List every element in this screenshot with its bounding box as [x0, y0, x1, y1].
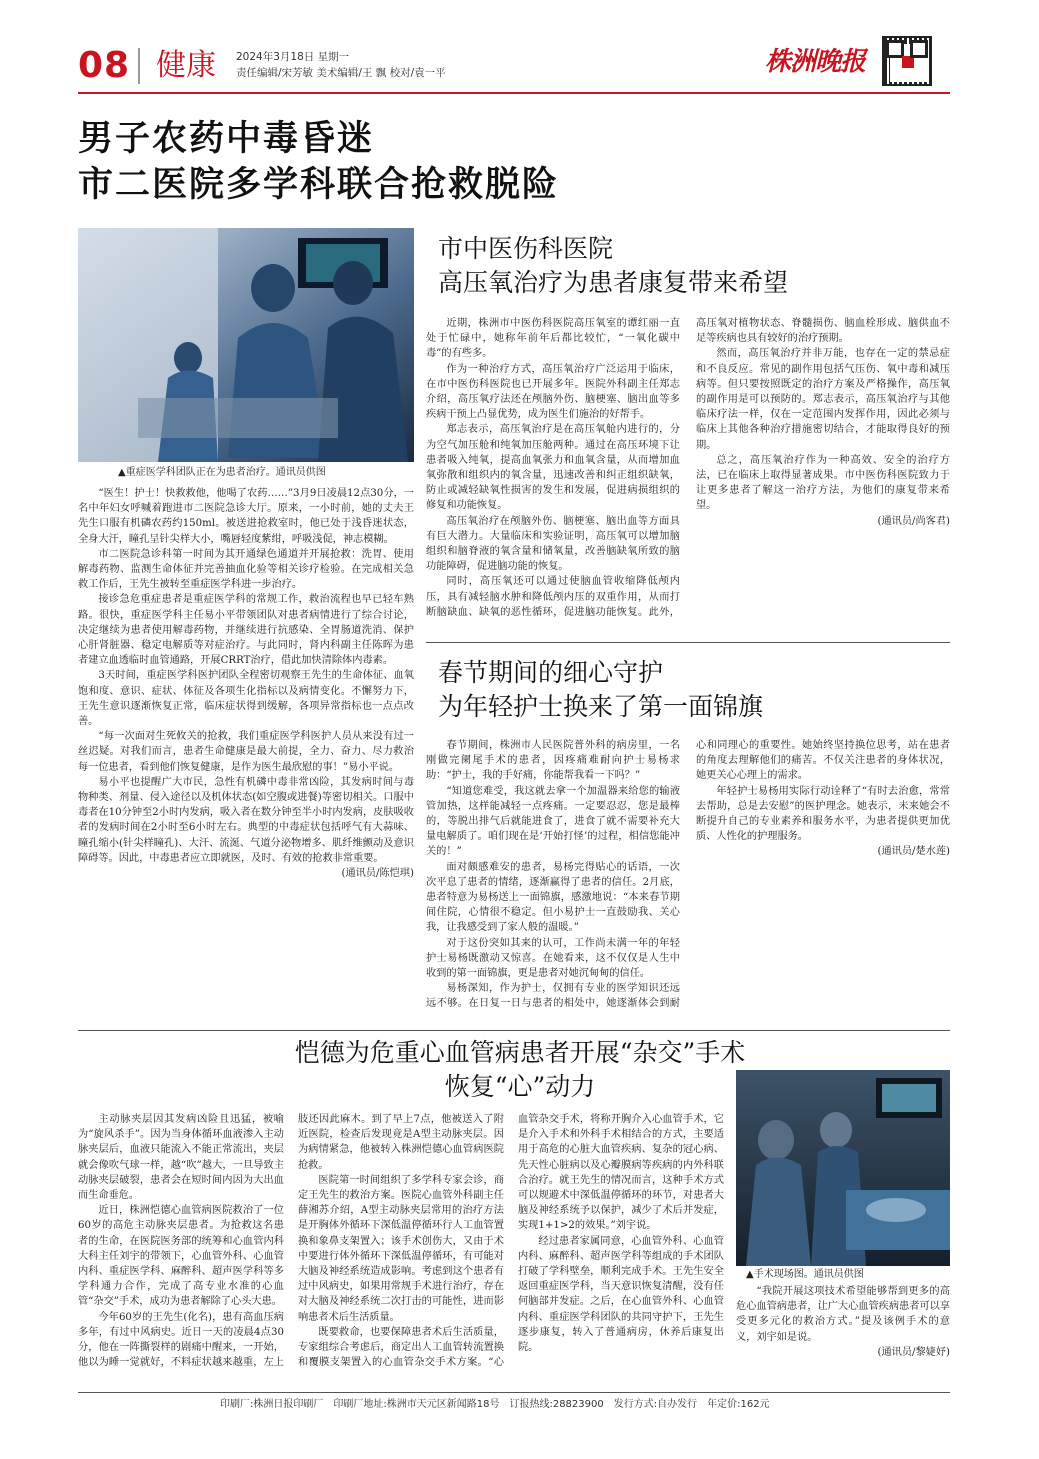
article2-paragraph: 高压氧治疗在颅脑外伤、脑梗塞、脑出血等方面具有巨大潜力。大量临床和实验证明，高压氧可以增加脑组织和脑脊液的氧含量和储氧量，改善脑缺氧所致的脑功能障碍，促进脑功能的恢复。	[426, 515, 680, 573]
article1-photo-caption: ▲重症医学科团队正在为患者治疗。通讯员供图	[118, 467, 326, 478]
article4-paragraph: 既要救命，也要保障患者术后生活质量，专家组综合考虑后，商定出人工血管转流置换和覆膜支架置入的心血管杂交手术方案。“心血管杂交手术，将称开胸介入心血管手术，它是介入手术和外科手术相结合的方式，主要适用于高危的心脏大血管疾病、复杂的冠心病、先天性心脏病以及心瓣膜病等疾病的内外科联合治疗。就王先生的情况而言，这种手术方式可以规避术中深低温停循环的环节，对患者大脑及神经系统予以保护，减少了术后并发症，实现1+1>2的效果。”刘宇说。	[298, 1114, 724, 1369]
article2-byline: (通讯员/尚客君)	[877, 515, 950, 527]
article1-paragraph: 3天时间，重症医学科医护团队全程密切观察王先生的生命体征、血氧饱和度、意识、症状、体征及各项生化指标以及病情变化。不懈努力下，王先生意识逐渐恢复正常，临床症状得到缓解，各项异常指标也一点点改善。	[78, 670, 414, 728]
article4-photo-caption: ▲手术现场图。通讯员供图	[746, 1269, 864, 1280]
article1-paragraph: 接诊急危重症患者是重症医学科的常规工作，救治流程也早已轻车熟路。很快，重症医学科主任易小平带领团队对患者病情进行了综合讨论，决定继续为患者使用解毒药物，并继续进行抗感染、全胃肠道洗消、保护心肝肾脏器、稳定电解质等对症治疗。与此同时，肾内科副主任陈晖为患者建立血透临时血管通路，开展CRRT治疗，借此加快清除体内毒素。	[78, 594, 414, 667]
article2-paragraph: 总之，高压氧治疗作为一种高效、安全的治疗方法，已在临床上取得显著成果。市中医伤科医院致力于让更多患者了解这一治疗方法，为他们的康复带来希望。	[696, 454, 950, 512]
issue-date: 2024年3月18日 星期一	[236, 51, 350, 63]
page-number: 08	[78, 45, 131, 86]
article3-title-line1: 春节期间的细心守护	[438, 658, 664, 687]
section-divider	[78, 1030, 950, 1031]
article4-paragraph: 近日，株洲恺德心血管病医院救治了一位60岁的高危主动脉夹层患者。为抢救这名患者的生命，在医院医务部的统筹和心血管内科大科主任刘宇的带领下，心血管外科、心血管内科、重症医学科、麻醉科、超声医学科等多学科通力合作，完成了高专业水准的心血管“杂交”手术，成功为患者解除了心头大患。	[78, 1205, 284, 1308]
article2-body	[426, 316, 950, 634]
article3-paragraph: 面对颇感难安的患者，易杨完得贴心的话语，一次次平息了患者的情绪，逐渐赢得了患者的信任。2月底，患者特意为易杨送上一面锦旗，感激地说：“本来春节期间住院，心情很不稳定。但小易护士一直鼓励我、关心我，让我感受到了家人般的温暖。”	[426, 861, 680, 934]
article4-paragraph: 经过患者家属同意，心血管外科、心血管内科、麻醉科、超声医学科等组成的手术团队打破了学科壁垒，顺利完成手术。王先生安全返回重症医学科，当天意识恢复清醒，没有任何脑部并发症。之后，在心血管外科、心血管内科、重症医学科团队的共同守护下，王先生逐步康复，转入了普通病房，休养后康复出院。	[518, 1235, 724, 1354]
qr-code-icon	[882, 36, 932, 86]
article3-paragraph: 年轻护士易杨用实际行动诠释了“有时去治愈，常常去帮助，总是去安慰”的医护理念。她表示，未来她会不断提升自己的专业素养和服务水平，为患者提供更加优质、人性化的护理服务。	[696, 785, 950, 843]
article3-paragraph: 春节期间，株洲市人民医院普外科的病房里，一名刚做完阑尾手术的患者，因疼痛难耐向护士易杨求助：“护士，我的手好痛，你能帮我看一下吗？”	[426, 740, 680, 782]
article1-paragraph: “每一次面对生死攸关的抢救，我们重症医学科医护人员从来没有过一丝迟疑。对我们而言，患者生命健康是最大前提，全力、奋力、尽力救治每一位患者，看到他们恢复健康，是作为医生最欣慰的事！”易小平说。	[78, 731, 414, 773]
article4-body	[78, 1112, 724, 1384]
footer-rule	[78, 1392, 950, 1393]
article4-title-line1: 恺德为危重心血管病患者开展“杂交”手术	[294, 1038, 746, 1067]
article3-body	[426, 738, 950, 1020]
article2-paragraph: 作为一种治疗方式，高压氧治疗广泛运用于临床，在市中医伤科医院也已开展多年。医院外科副主任郑志介绍，高压氧疗法还在颅脑外伤、脑梗塞、脑出血等多疾病干预上凸显优势，成为医生们施治的好帮手。	[426, 363, 680, 421]
article4-quote	[736, 1284, 950, 1360]
article3-title-line2: 为年轻护士换来了第一面锦旗	[438, 692, 764, 721]
article4-paragraph: 今年60岁的王先生(化名)，患有高血压病多年，有过中风病史。近日一天的凌晨4点30分，他在一阵撕裂样的剧痛中醒来，一开始，他以为睡一觉就好，不料症状越来越重，左上肢还因此麻木。到了早上7点，他被送入了附近医院，检查后发现竟是A型主动脉夹层。因为病情紧急，他被转入株洲恺德心血管病医院抢救。	[78, 1114, 504, 1369]
surgery-photo	[736, 1070, 950, 1266]
footer-printing-info: 印刷厂:株洲日报印刷厂 印刷厂地址:株洲市天元区新闻路18号 订报热线:28823900 发行方式:自办发行 年定价:162元	[220, 1399, 770, 1410]
article1-byline: (通讯员/陈恺琪)	[341, 868, 414, 880]
article2-paragraph: 然而，高压氧治疗并非万能，也存在一定的禁忌症和不良反应。常见的副作用包括气压伤、氧中毒和减压病等。但只要按照既定的治疗方案及严格操作，高压氧的副作用是可以预防的。郑志表示，高压氧治疗与其他临床疗法一样，仅在一定范围内发挥作用，因此必须与临床上其他各种治疗措施密切结合，才能取得良好的预期。	[696, 348, 950, 451]
article4-paragraph: 医院第一时间组织了多学科专家会诊，商定王先生的救治方案。医院心血管外科副主任薛湘苏介绍，A型主动脉夹层常用的治疗方法是开胸体外循环下深低温停循环行人工血管置换和象鼻支架置入；该手术创伤大，又由于术中要进行体外循环下深低温停循环，有可能对大脑及神经系统造成影响。考虑到这个患者有过中风病史，如果用常规手术进行治疗，存在对大脑及神经系统二次打击的可能性，进而影响患者术后生活质量。	[298, 1174, 504, 1323]
article3-paragraph: “知道您难受，我这就去拿一个加温器来给您的输液管加热，这样能减轻一点疼痛。一定要忍忍，您是最棒的，等脱出排气后就能进食了，进食了就不需要补充大量电解质了。咱们现在是‘开始打怪’的过程，相信您能冲关的！”	[426, 785, 680, 858]
article4-byline: (通讯员/黎婕妤)	[877, 1346, 950, 1358]
article1-title-line1: 男子农药中毒昏迷	[78, 119, 375, 159]
article4-paragraph: 主动脉夹层因其发病凶险且迅猛，被喻为“旋风杀手”。因为当身体循环血液渗入主动脉夹层后，血液只能流入不能正常流出，夹层就会像吹气球一样，越“吹”越大，一旦导致主动脉夹层破裂，患者会在短时间内因为大出血而生命垂危。	[78, 1114, 284, 1202]
article4-quote-text: “我院开展这项技术希望能够帮到更多的高危心血管病患者，让广大心血管疾病患者可以享受更多元化的救治方式。”提及该例手术的意义，刘宇如是说。	[736, 1286, 950, 1343]
article3-byline: (通讯员/楚水莲)	[877, 846, 950, 858]
article3-paragraph: 对于这份突如其来的认可，工作尚未满一年的年轻护士易杨既激动又惊喜。在她看来，这不仅仅是人生中收到的第一面锦旗，更是患者对她沉甸甸的信任。	[426, 937, 680, 980]
header-rule	[78, 92, 950, 94]
section-title: 健康	[156, 48, 216, 83]
header-divider	[138, 48, 140, 84]
article2-title-line2: 高压氧治疗为患者康复带来希望	[438, 268, 789, 297]
article-divider	[426, 642, 950, 643]
article2-paragraph: 郑志表示，高压氧治疗是在高压氧舱内进行的，分为空气加压舱和纯氧加压舱两种。通过在高压环境下让患者吸入纯氧，提高血氧张力和血氧含量，从而增加血氧弥散和组织内的氧含量，迅速改善和纠正组织缺氧，防止或减轻缺氧性损害的发生和发展，促进病损组织的修复和功能恢复。	[426, 424, 680, 512]
article1-title-line2: 市二医院多学科联合抢救脱险	[78, 165, 560, 205]
article1-paragraph: “医生！护士！快救救他，他喝了农药……”3月9日凌晨12点30分，一名中年妇女呼喊着跑进市二医院急诊大厅。原来，一小时前，她的丈夫王先生口服有机磷农药约150ml。被送进抢救室时，他已处于浅昏迷状态，全身大汗，瞳孔呈针尖样大小，嘴唇轻度紫绀，呼吸浅促，神志模糊。	[78, 488, 414, 545]
article4-title-line2: 恢复“心”动力	[444, 1072, 596, 1101]
editor-credits: 责任编辑/宋芳敏 美术编辑/王 飘 校对/袁一平	[236, 67, 446, 79]
article2-paragraph: 同时，高压氧还可以通过使脑血管收缩降低颅内压，具有减轻脑水肿和降低颅内压的双重作用，从而打断脑缺血、缺氧的恶性循环，促进脑功能恢复。此外，高压氧对植物状态、脊髓损伤、脑血栓形成、脑供血不足等疾病也具有较好的治疗预期。	[426, 318, 950, 618]
icu-team-photo	[78, 228, 414, 462]
article3-paragraph: 易杨深知，作为护士，仅拥有专业的医学知识还远远不够。在日复一日与患者的相处中，她逐渐体会到耐心和同理心的重要性。她始终坚持换位思考，站在患者的角度去理解他们的痛苦。不仅关注患者的身体状况，她更关心心理上的需求。	[426, 740, 950, 1010]
article1-paragraph: 市二医院急诊科第一时间为其开通绿色通道并开展抢救：洗胃、使用解毒药物、监测生命体征并完善抽血化验等相关诊疗检验。在完成相关急救工作后，王先生被转至重症医学科进一步治疗。	[78, 548, 414, 591]
article2-paragraph: 近期，株洲市中医伤科医院高压氧室的谭红丽一直处于忙碌中，她称年前年后都比较忙，“一氧化碳中毒”的有些多。	[426, 318, 680, 360]
newspaper-logo: 株洲晚报	[765, 47, 866, 77]
article1-paragraph: 易小平也提醒广大市民，急性有机磷中毒非常凶险，其发病时间与毒物种类、剂量、侵入途径以及机体状态(如空腹或进餐)等密切相关。口服中毒者在10分钟至2小时内发病，吸入者在数分钟至半小时内发病，皮肤吸收者的发病时间在2小时至6小时左右。典型的中毒症状包括呼气有大蒜味、瞳孔缩小(针尖样瞳孔)、大汗、流涎、气道分泌物增多、肌纤维颤动及意识障碍等。因此，中毒患者应立即就医，及时、有效的抢救非常重要。	[78, 776, 414, 864]
article2-title-line1: 市中医伤科医院	[438, 234, 614, 263]
